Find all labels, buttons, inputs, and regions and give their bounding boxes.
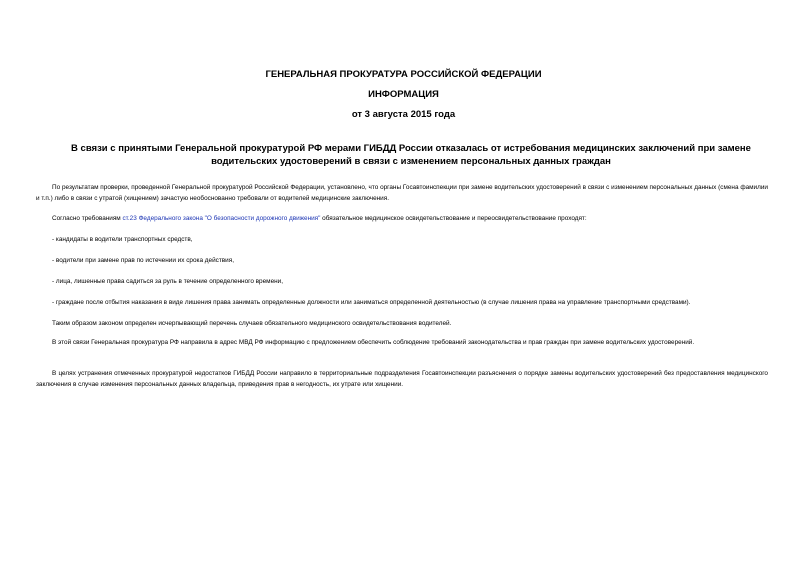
list-item-driver-candidates: - кандидаты в водители транспортных средств,: [52, 236, 193, 243]
paragraph-law-requirements: [36, 214, 768, 225]
paragraph-gibdd-clarifications: В целях устранения отмеченных прокуратурой недостатков ГИБДД России направило в территориальные подразделения Госавтоинспекции разъяснения о порядке замены водительских удостоверений без предоставления медицинского заключения в случае изменения персональных данных владельца, приведения прав в негодность, их утрате или хищении.: [36, 370, 768, 388]
document-date: от 3 августа 2015 года: [351, 109, 456, 120]
law-intro-text: Согласно требованиям: [52, 215, 123, 222]
article-23-link[interactable]: ст.23: [122, 215, 137, 222]
document-type: ИНФОРМАЦИЯ: [368, 89, 439, 100]
list-item-license-expiry: - водители при замене прав по истечении их срока действия,: [52, 257, 234, 264]
list-item-deprived-persons: - лица, лишенные права садиться за руль в течение определенного времени,: [52, 278, 283, 285]
document-headline: В связи с принятыми Генеральной прокуратурой РФ мерами ГИБДД России отказалась от истребования медицинских заключений при замене водительских удостоверений в связи с изменением персональных данных граждан: [71, 143, 751, 167]
traffic-safety-law-link[interactable]: Федерального закона "О безопасности дорожного движения": [138, 215, 321, 222]
paragraph-exhaustive-list: Таким образом законом определен исчерпывающий перечень случаев обязательного медицинского освидетельствования водителей.: [52, 320, 452, 327]
paragraph-ministry-notice: В этой связи Генеральная прокуратура РФ направила в адрес МВД РФ информацию с предложением обеспечить соблюдение требований законодательства и прав граждан при замене водительских удостоверений.: [52, 339, 695, 346]
law-requirements-text: обязательное медицинское освидетельствование и переосвидетельствование проходят:: [320, 215, 587, 222]
agency-title: ГЕНЕРАЛЬНАЯ ПРОКУРАТУРА РОССИЙСКОЙ ФЕДЕРАЦИИ: [265, 69, 542, 80]
list-item-after-punishment: - граждане после отбытия наказания в виде лишения права занимать определенные должности или заниматься определенной деятельностью (в случае лишения права на управление транспортными средствами).: [52, 299, 691, 306]
paragraph-inspection-results: По результатам проверки, проведенной Генеральной прокуратурой Российской Федерации, установлено, что органы Госавтоинспекции при замене водительских удостоверений в связи с изменением персональных данных (смена фамилии и т.п.) либо в связи с утратой (хищением) зачастую необоснованно требовали от водителей медицинские заключения.: [36, 184, 768, 202]
